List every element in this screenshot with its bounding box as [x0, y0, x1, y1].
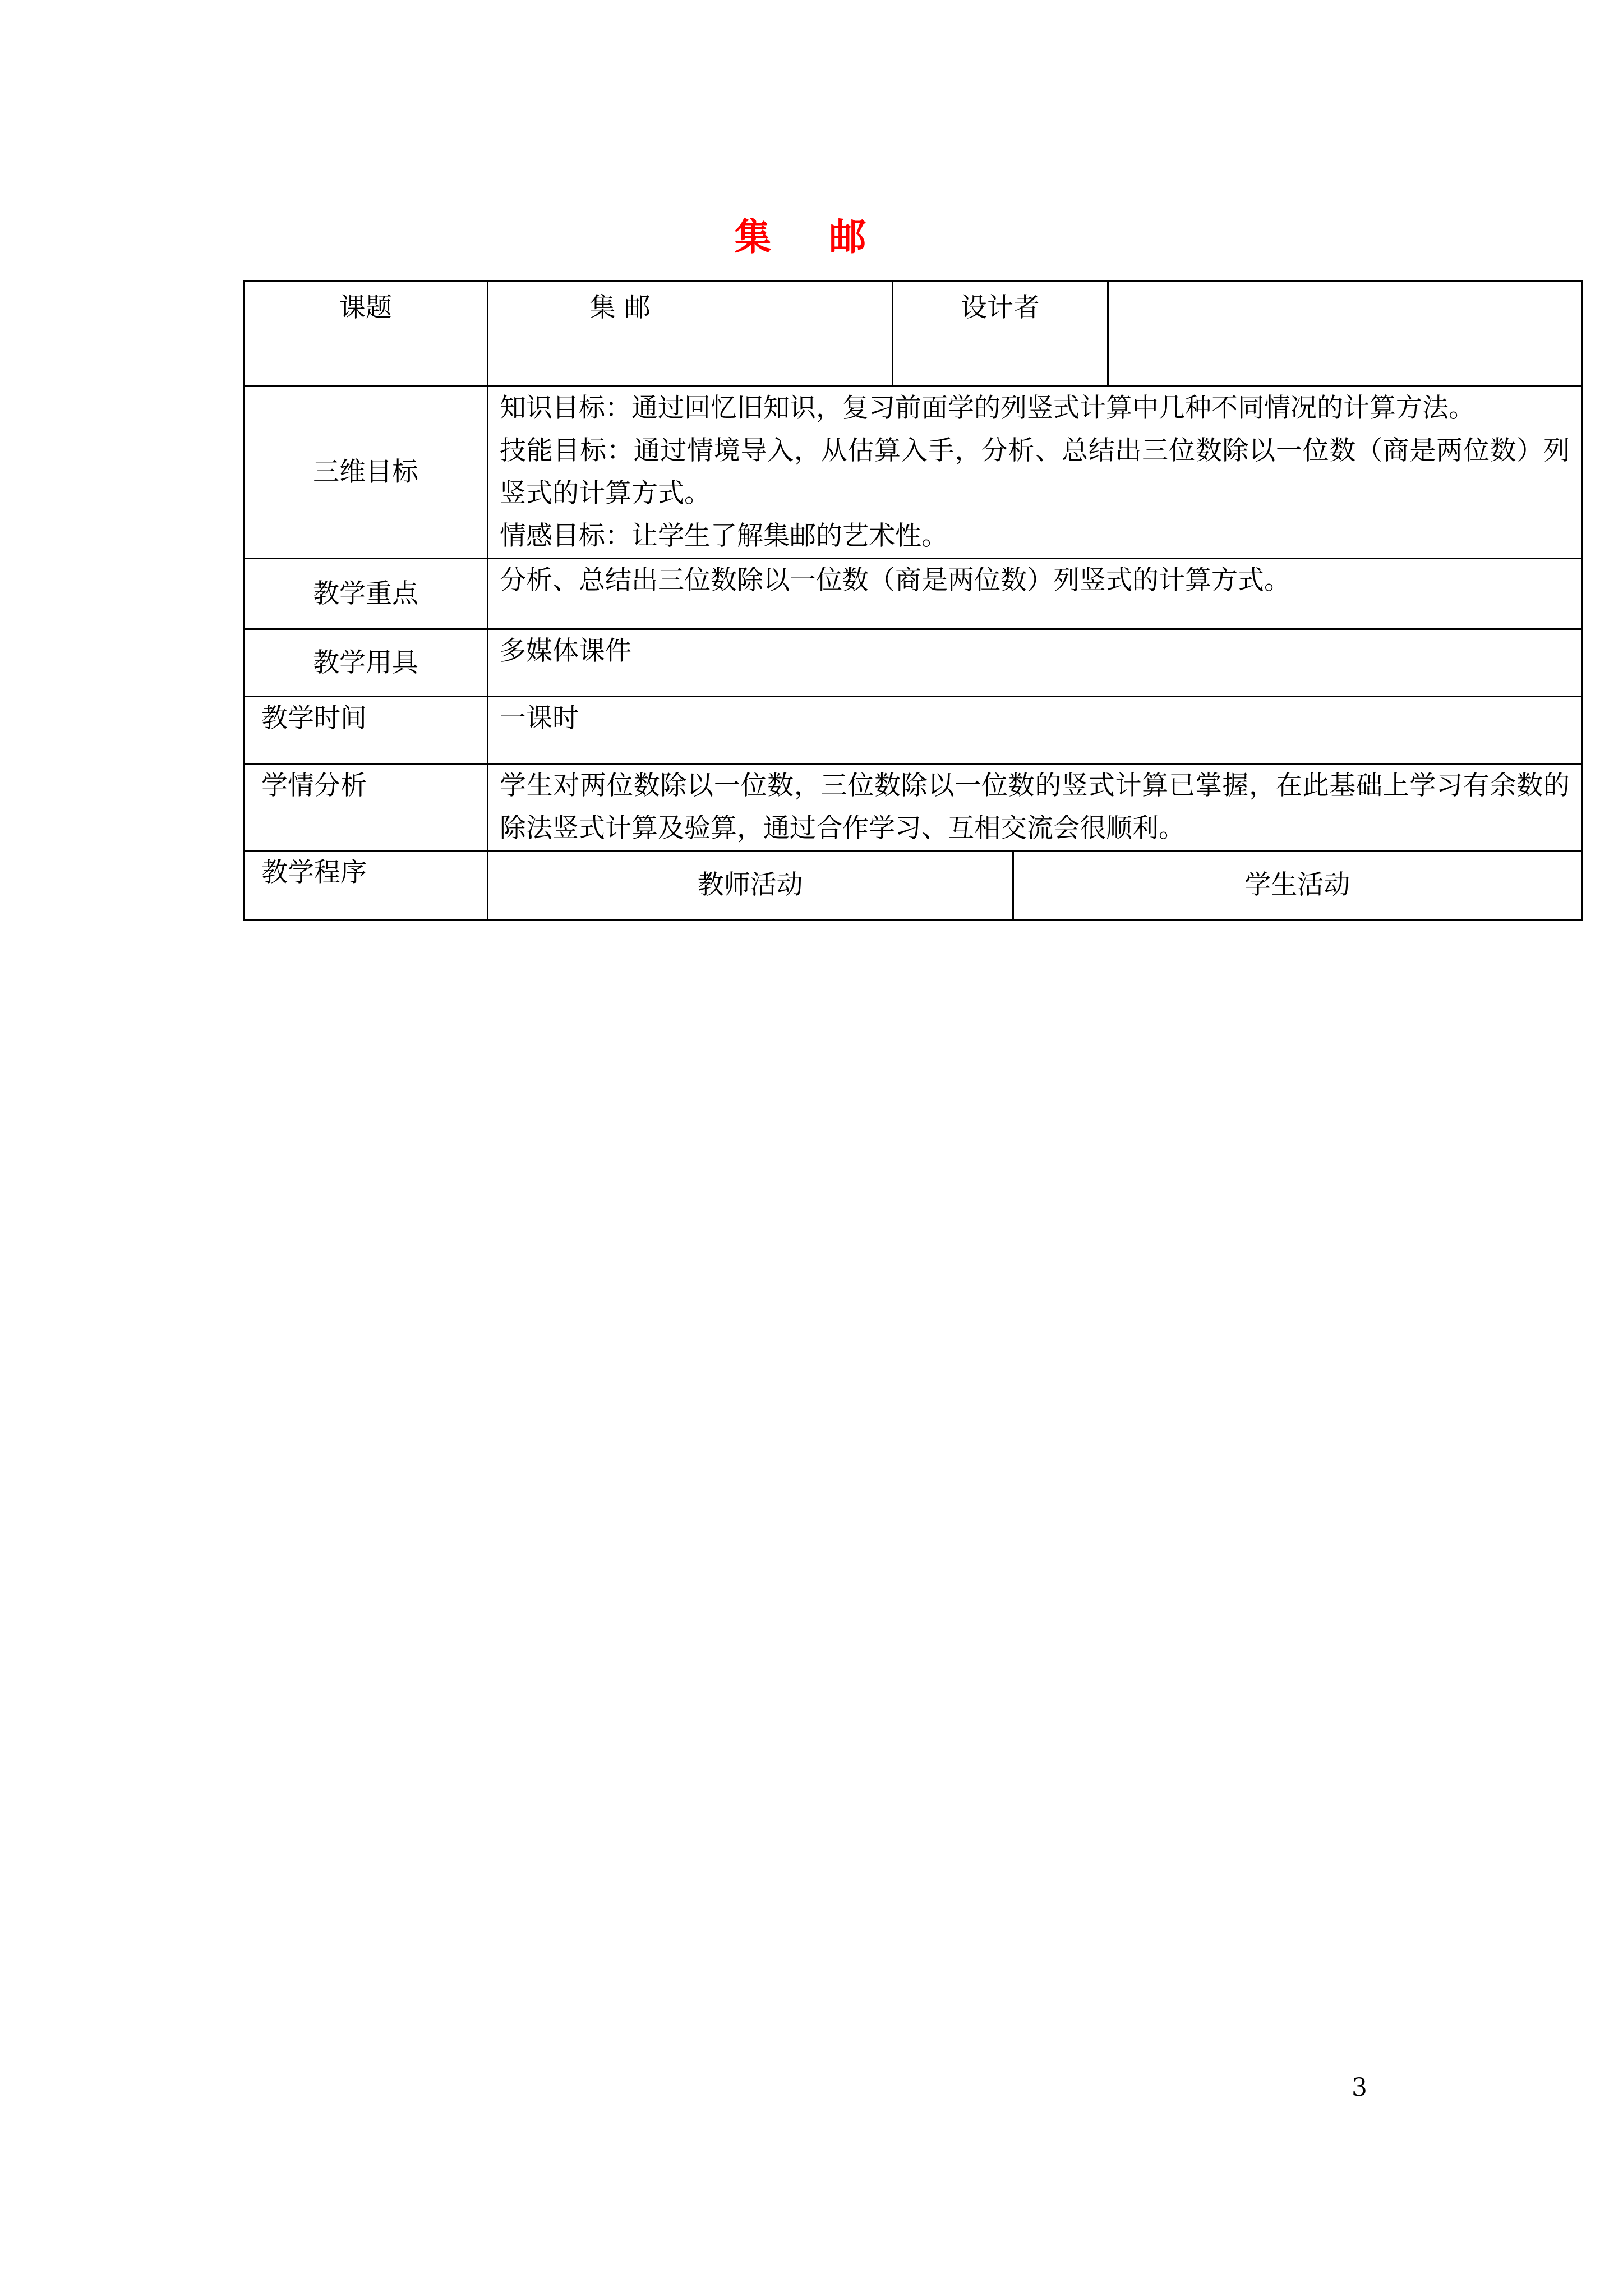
tools-row	[244, 629, 1582, 697]
activity-table	[488, 852, 1581, 919]
topic-row	[244, 282, 1582, 386]
analysis-value: 学生对两位数除以一位数，三位数除以一位数的竖式计算已掌握，在此基础上学习有余数的除法竖式计算及验算，通过合作学习、互相交流会很顺利。	[488, 764, 1582, 851]
tools-value: 多媒体课件	[488, 629, 1582, 697]
time-row	[244, 697, 1582, 764]
lesson-plan-table	[243, 280, 1583, 921]
topic-value: 集 邮	[488, 282, 893, 386]
page-number: 3	[1352, 2073, 1367, 2102]
time-label: 教学时间	[244, 697, 488, 764]
topic-label: 课题	[244, 282, 488, 386]
knowledge-goal: 知识目标：通过回忆旧知识，复习前面学的列竖式计算中几种不同情况的计算方法。	[500, 393, 1475, 424]
student-activity-header: 学生活动	[1013, 852, 1581, 919]
analysis-label: 学情分析	[244, 764, 488, 851]
key-point-row	[244, 559, 1582, 629]
key-point-value: 分析、总结出三位数除以一位数（商是两位数）列竖式的计算方式。	[488, 559, 1582, 629]
designer-value	[1108, 282, 1582, 386]
procedure-label: 教学程序	[244, 851, 488, 921]
goals-value	[488, 386, 1582, 559]
emotion-goal: 情感目标：让学生了解集邮的艺术性。	[500, 521, 948, 551]
analysis-row	[244, 764, 1582, 851]
procedure-activities	[488, 851, 1582, 921]
goals-label: 三维目标	[244, 386, 488, 559]
key-point-label: 教学重点	[244, 559, 488, 629]
tools-label: 教学用具	[244, 629, 488, 697]
designer-label: 设计者	[893, 282, 1108, 386]
skill-goal: 技能目标：通过情境导入，从估算入手，分析、总结出三位数除以一位数（商是两位数）列竖式的计算方式。	[500, 435, 1570, 509]
procedure-row	[244, 851, 1582, 921]
goals-row	[244, 386, 1582, 559]
time-value: 一课时	[488, 697, 1582, 764]
page-title: 集 邮	[734, 215, 889, 259]
teacher-activity-header: 教师活动	[697, 869, 803, 900]
